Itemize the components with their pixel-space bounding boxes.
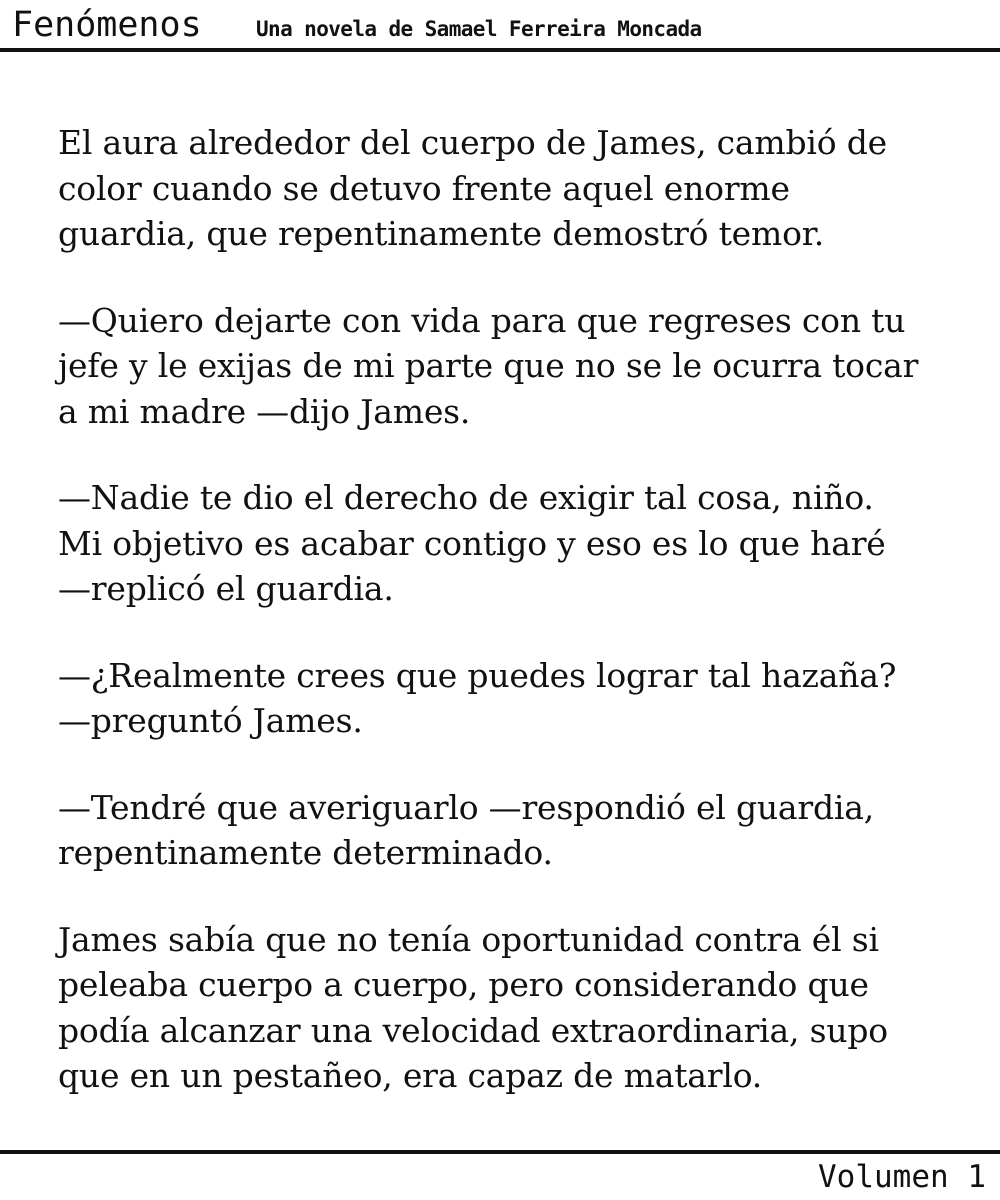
paragraph: —Nadie te dio el derecho de exigir tal cosa, niño. Mi objetivo es acabar contigo y eso es lo que haré —replicó el guardia. [58,478,886,608]
book-subtitle: Una novela de Samael Ferreira Moncada [256,17,702,41]
paragraph: James sabía que no tenía oportunidad contra él si peleaba cuerpo a cuerpo, pero considerando que podía alcanzar una velocidad extraordinaria, supo que en un pestañeo, era capaz de matarlo. [58,919,888,1095]
paragraph: —Tendré que averiguarlo —respondió el guardia, repentinamente determinado. [58,787,875,872]
paragraph: —¿Realmente crees que puedes lograr tal hazaña? —preguntó James. [58,655,897,740]
page-header [0,0,1000,52]
paragraph: El aura alrededor del cuerpo de James, cambió de color cuando se detuvo frente aquel enorme guardia, que repentinamente demostró temor. [58,123,887,253]
page-body [58,120,978,1140]
paragraph: —Quiero dejarte con vida para que regreses con tu jefe y le exijas de mi parte que no se le ocurra tocar a mi madre —dijo James. [58,300,919,431]
footer-divider [0,1150,1000,1154]
book-title: Fenómenos [12,5,202,45]
volume-label: Volumen 1 [818,1159,986,1195]
